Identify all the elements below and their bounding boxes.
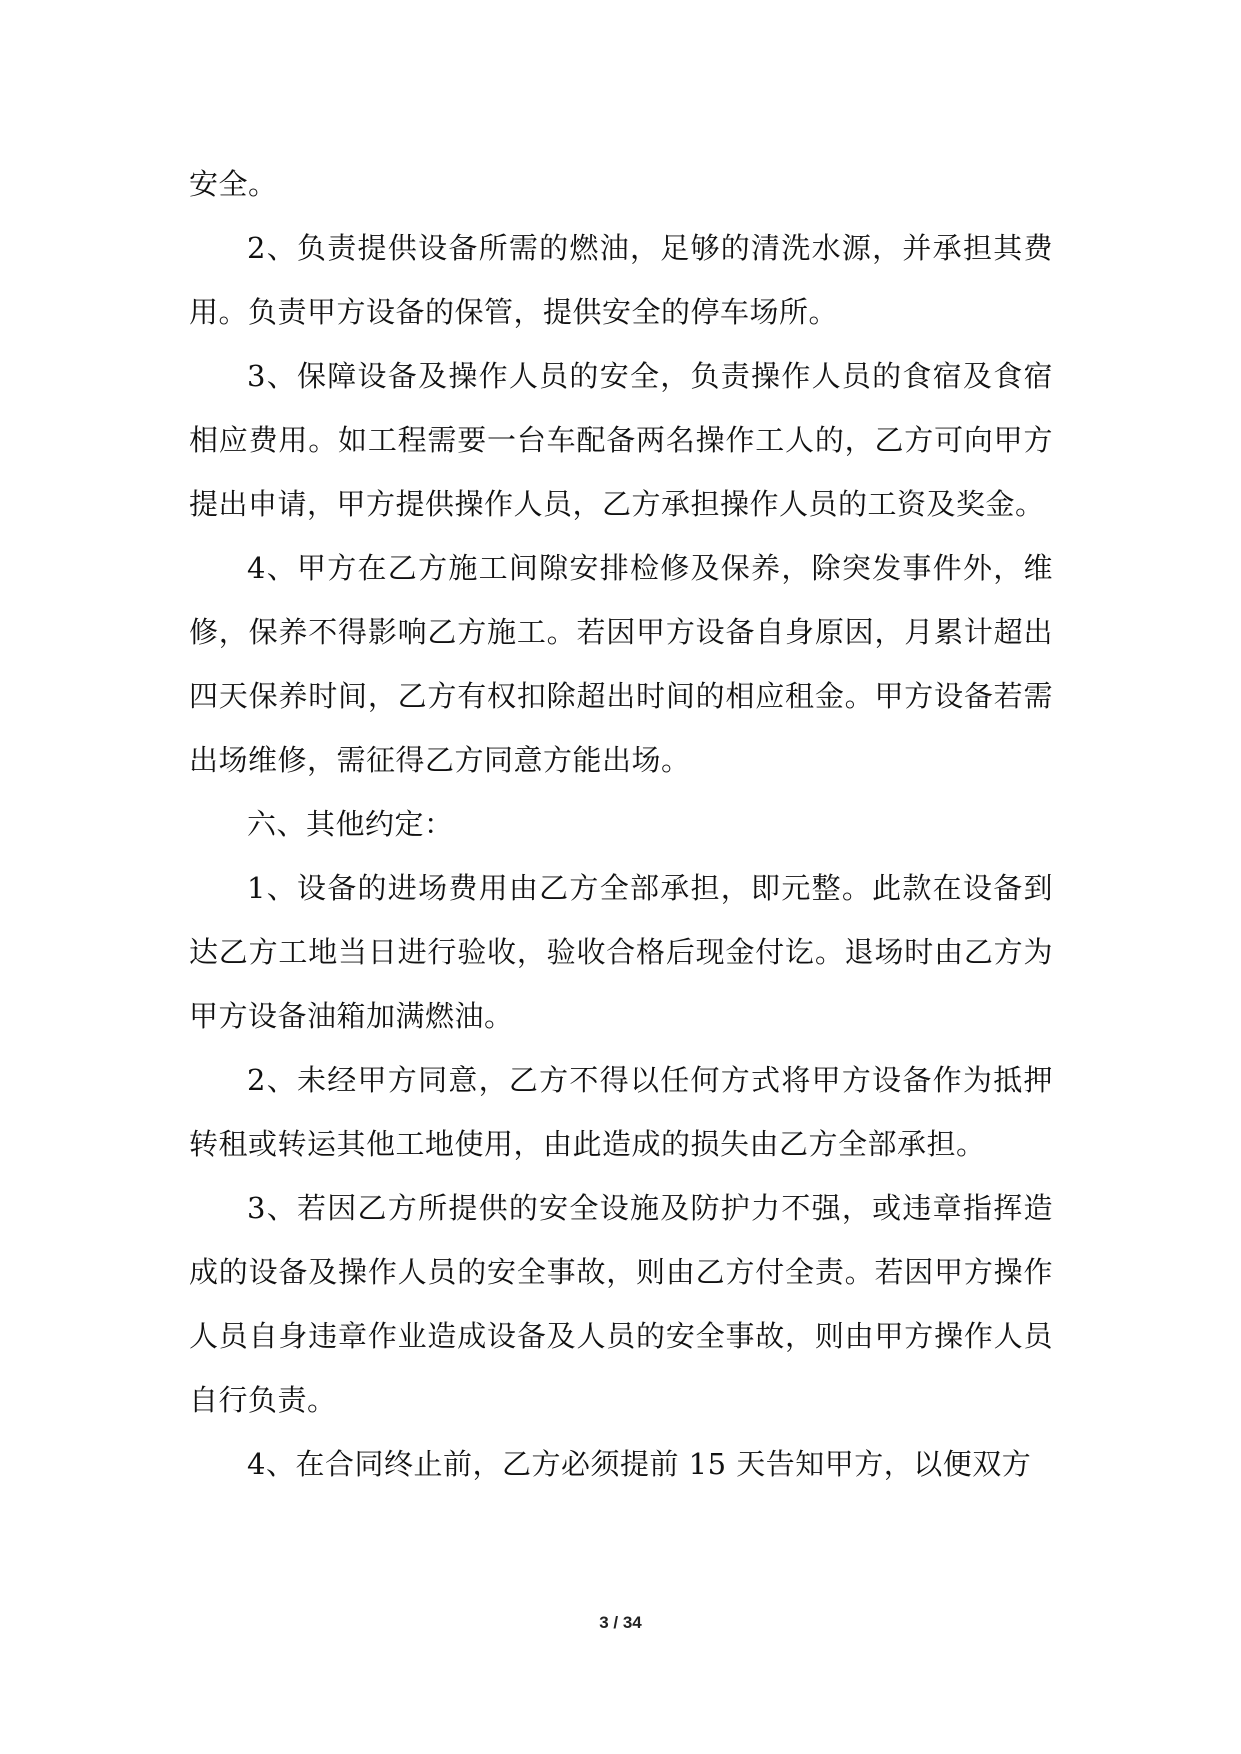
paragraph: 3、若因乙方所提供的安全设施及防护力不强，或违章指挥造成的设备及操作人员的安全事故，则由乙方付全责。若因甲方操作人员自身违章作业造成设备及人员的安全事故，则由甲方操作人员自行负责。 [189, 1191, 1053, 1417]
paragraph: 2、未经甲方同意，乙方不得以任何方式将甲方设备作为抵押转租或转运其他工地使用，由此造成的损失由乙方全部承担。 [189, 1063, 1053, 1161]
paragraph: 2、负责提供设备所需的燃油，足够的清洗水源，并承担其费用。负责甲方设备的保管，提供安全的停车场所。 [189, 231, 1053, 329]
section-heading: 六、其他约定： [247, 807, 454, 841]
page-number: 3 / 34 [599, 1613, 642, 1632]
paragraph: 4、甲方在乙方施工间隙安排检修及保养，除突发事件外，维修，保养不得影响乙方施工。若因甲方设备自身原因，月累计超出四天保养时间，乙方有权扣除超出时间的相应租金。甲方设备若需出场维修，需征得乙方同意方能出场。 [189, 551, 1053, 777]
paragraph: 1、设备的进场费用由乙方全部承担，即元整。此款在设备到达乙方工地当日进行验收，验收合格后现金付讫。退场时由乙方为甲方设备油箱加满燃油。 [189, 871, 1053, 1033]
paragraph: 3、保障设备及操作人员的安全，负责操作人员的食宿及食宿相应费用。如工程需要一台车配备两名操作工人的，乙方可向甲方提出申请，甲方提供操作人员，乙方承担操作人员的工资及奖金。 [189, 359, 1053, 521]
paragraph: 安全。 [189, 167, 278, 201]
document-body [189, 152, 1053, 1496]
paragraph: 4、在合同终止前，乙方必须提前 15 天告知甲方，以便双方 [247, 1447, 1032, 1481]
